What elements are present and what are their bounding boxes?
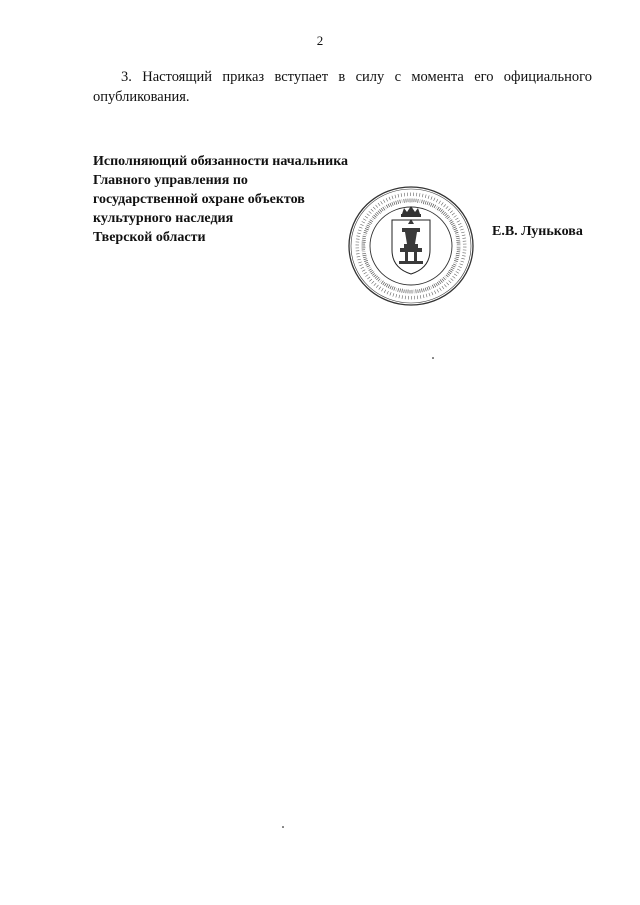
seal-lettering-stroke (460, 264, 463, 265)
seal-lettering-stroke (364, 260, 368, 261)
paragraph-line-1: 3. Настоящий приказ вступает в силу с момента его официального (121, 69, 592, 85)
seal-lettering-stroke (446, 283, 448, 286)
seal-lettering-stroke (398, 288, 399, 291)
seal-lettering-stroke (367, 225, 370, 227)
seal-lettering-stroke (402, 295, 403, 298)
seal-lettering-stroke (378, 203, 380, 206)
seal-lettering-stroke (418, 199, 419, 203)
seal-lettering-stroke (456, 271, 459, 273)
seal-lettering-stroke (445, 213, 448, 215)
seal-lettering-stroke (444, 204, 446, 207)
seal-lettering-stroke (446, 206, 448, 209)
seal-lettering-stroke (437, 207, 439, 210)
seal-lettering-stroke (399, 295, 400, 298)
seal-lettering-stroke (362, 221, 365, 223)
seal-lettering-stroke (364, 230, 367, 231)
seal-lettering-stroke (444, 284, 446, 287)
seal-lettering-stroke (358, 230, 361, 231)
seal-lettering-stroke (455, 232, 458, 233)
seal-lettering-stroke (454, 274, 457, 276)
seal-lettering-stroke (401, 193, 402, 196)
seal-lettering-stroke (420, 289, 421, 293)
seal-lettering-stroke (388, 285, 390, 289)
seal-lettering-stroke (456, 236, 460, 237)
seal-lettering-stroke (387, 291, 389, 294)
seal-lettering-stroke (369, 279, 372, 281)
seal-lettering-stroke (364, 232, 368, 233)
seal-lettering-stroke (440, 209, 442, 212)
scan-speck (432, 357, 434, 359)
seal-lettering-stroke (370, 220, 373, 222)
seal-lettering-stroke (450, 221, 453, 223)
position-line: Главного управления по (93, 173, 248, 188)
seal-lettering-stroke (386, 205, 388, 208)
seal-lettering-stroke (367, 214, 370, 216)
seal-lettering-stroke (379, 209, 381, 212)
seal-lettering-stroke (423, 295, 424, 298)
seal-lettering-stroke (423, 200, 424, 204)
seal-lettering-stroke (425, 288, 426, 291)
seal-lettering-stroke (369, 269, 372, 271)
seal-lettering-stroke (423, 288, 424, 291)
seal-lettering-stroke (374, 215, 377, 217)
seal-lettering-stroke (439, 208, 441, 211)
seal-lettering-stroke (426, 294, 427, 297)
seal-lettering-stroke (376, 205, 378, 208)
seal-lettering-stroke (370, 270, 373, 272)
seal-lettering-stroke (448, 208, 450, 210)
seal-lettering-stroke (442, 211, 445, 214)
seal-lettering-stroke (419, 193, 420, 196)
seal-lettering-stroke (429, 293, 430, 296)
seal-lettering-stroke (454, 230, 457, 231)
seal-lettering-stroke (360, 224, 363, 225)
seal-lettering-stroke (446, 275, 449, 277)
seal-lettering-stroke (459, 226, 462, 227)
seal-lettering-stroke (389, 197, 390, 200)
scan-speck (282, 826, 284, 828)
seal-lettering-stroke (359, 227, 362, 228)
seal-lettering-stroke (451, 267, 454, 269)
seal-lettering-stroke (429, 286, 431, 290)
seal-lettering-stroke (376, 212, 378, 214)
signer-name: Е.В. Лунькова (492, 224, 583, 239)
seal-lettering-stroke (432, 292, 433, 295)
seal-lettering-stroke (364, 259, 368, 260)
position-line: Тверской области (93, 230, 206, 245)
seal-lettering-stroke (395, 195, 396, 198)
seal-lettering-stroke (452, 213, 455, 215)
seal-lettering-stroke (386, 198, 388, 201)
seal-lettering-stroke (462, 235, 465, 236)
seal-lettering-stroke (456, 255, 460, 256)
seal-lettering-stroke (357, 236, 360, 237)
seal-lettering-stroke (432, 204, 434, 207)
seal-lettering-stroke (365, 275, 368, 277)
seal-lettering-stroke (461, 261, 464, 262)
seal-lettering-stroke (386, 284, 388, 287)
seal-lettering-stroke (418, 290, 419, 293)
seal-lettering-stroke (442, 279, 444, 282)
seal-lettering-stroke (357, 259, 360, 260)
seal-lettering-stroke (394, 287, 395, 291)
seal-lettering-stroke (450, 211, 453, 213)
seal-lettering-stroke (445, 215, 448, 218)
seal-lettering-stroke (392, 286, 393, 289)
seal-lettering-stroke (398, 194, 399, 197)
seal-lettering-stroke (361, 267, 364, 268)
seal-lettering-stroke (457, 221, 460, 223)
seal-lettering-stroke (365, 229, 369, 230)
seal-lettering-stroke (378, 211, 381, 214)
seal-lettering-stroke (449, 270, 452, 272)
seal-lettering-stroke (358, 262, 361, 263)
seal-lettering-stroke (427, 287, 428, 291)
seal-lettering-stroke (383, 207, 385, 210)
seal-lettering-stroke (363, 219, 366, 221)
page-number: 2 (316, 33, 324, 48)
seal-lettering-stroke (460, 229, 463, 230)
seal-lettering-stroke (420, 199, 421, 203)
seal-lettering-stroke (431, 197, 432, 200)
seal-lettering-stroke (434, 284, 436, 287)
seal-lettering-stroke (427, 201, 428, 204)
seal-lettering-stroke (362, 270, 365, 272)
seal-lettering-stroke (375, 276, 378, 279)
seal-lettering-stroke (437, 289, 439, 292)
seal-lettering-stroke (379, 287, 381, 290)
seal-lettering-stroke (456, 257, 459, 258)
position-line: государственной охране объектов (93, 192, 305, 207)
seal-lettering-stroke (453, 229, 457, 230)
seal-lettering-stroke (388, 204, 390, 207)
seal-lettering-stroke (453, 264, 456, 265)
seal-lettering-stroke (363, 257, 366, 258)
seal-lettering-stroke (373, 207, 375, 210)
seal-lettering-stroke (441, 202, 443, 205)
seal-lettering-stroke (376, 285, 378, 288)
seal-lettering-stroke (439, 288, 441, 291)
seal-lettering-stroke (390, 286, 391, 289)
seal-lettering-stroke (364, 272, 367, 274)
seal-lettering-stroke (368, 223, 371, 225)
seal-lettering-stroke (439, 201, 441, 204)
body-paragraph (93, 67, 592, 107)
seal-lettering-stroke (372, 281, 374, 283)
seal-lettering-stroke (363, 236, 366, 237)
seal-lettering-stroke (422, 200, 423, 203)
seal-lettering-stroke (400, 200, 401, 204)
seal-lettering-stroke (428, 195, 429, 198)
seal-lettering-stroke (390, 292, 391, 295)
seal-lettering-stroke (443, 212, 446, 215)
seal-lettering-stroke (396, 288, 397, 291)
seal-lettering-stroke (421, 288, 422, 292)
seal-lettering-stroke (456, 240, 460, 241)
seal-lettering-stroke (398, 200, 399, 204)
seal-lettering-stroke (449, 220, 452, 222)
seal-lettering-stroke (357, 233, 360, 234)
seal-lettering-stroke (366, 227, 369, 229)
seal-lettering-stroke (462, 238, 465, 239)
seal-lettering-stroke (457, 269, 460, 271)
seal-lettering-stroke (404, 199, 405, 203)
seal-lettering-stroke (461, 258, 464, 259)
seal-lettering-stroke (381, 201, 383, 204)
seal-lettering-stroke (359, 265, 362, 266)
seal-lettering-stroke (452, 276, 455, 278)
seal-lettering-stroke (447, 273, 450, 275)
seal-lettering-stroke (404, 290, 405, 293)
seal-lettering-stroke (429, 202, 430, 205)
seal-lettering-stroke (455, 259, 459, 260)
seal-lettering-stroke (431, 286, 432, 289)
official-seal-icon (344, 184, 478, 308)
seal-lettering-stroke (430, 203, 432, 207)
seal-lettering-stroke (455, 234, 459, 235)
seal-lettering-stroke (356, 254, 359, 255)
seal-lettering-stroke (454, 215, 457, 217)
seal-lettering-stroke (442, 286, 444, 289)
seal-lettering-stroke (362, 253, 366, 254)
seal-lettering-stroke (451, 278, 454, 280)
seal-lettering-stroke (383, 200, 385, 203)
seal-lettering-stroke (369, 221, 372, 223)
seal-lettering-stroke (372, 273, 375, 275)
seal-lettering-stroke (434, 205, 436, 208)
paragraph-line-2: опубликования. (93, 89, 190, 105)
seal-lettering-stroke (392, 202, 393, 205)
seal-lettering-stroke (381, 208, 383, 211)
seal-lettering-stroke (449, 281, 452, 283)
seal-lettering-stroke (369, 211, 372, 213)
seal-lettering-stroke (394, 201, 395, 204)
seal-lettering-stroke (381, 288, 383, 291)
seal-lettering-stroke (371, 209, 374, 211)
seal-lettering-stroke (365, 262, 368, 263)
seal-lettering-stroke (422, 194, 423, 197)
seal-lettering-stroke (402, 289, 403, 293)
seal-lettering-stroke (456, 253, 460, 254)
seal-lettering-stroke (436, 283, 438, 286)
seal-lettering-stroke (365, 216, 368, 218)
position-line: культурного наследия (93, 211, 234, 226)
seal-lettering-stroke (384, 206, 386, 209)
seal-lettering-stroke (444, 276, 447, 279)
seal-lettering-stroke (456, 238, 459, 239)
seal-lettering-stroke (454, 260, 458, 261)
seal-lettering-stroke (455, 218, 458, 220)
seal-lettering-stroke (384, 290, 386, 293)
seal-lettering-stroke (425, 201, 426, 205)
seal-lettering-stroke (420, 295, 421, 298)
seal-lettering-stroke (363, 255, 367, 256)
seal-lettering-stroke (439, 281, 441, 284)
seal-lettering-stroke (435, 206, 437, 209)
seal-lettering-stroke (432, 285, 434, 288)
seal-lettering-stroke (440, 280, 443, 283)
seal-lettering-stroke (458, 266, 461, 267)
seal-lettering-stroke (376, 277, 379, 280)
seal-lettering-stroke (375, 213, 378, 215)
seal-lettering-stroke (372, 217, 375, 219)
seal-lettering-stroke (448, 272, 451, 274)
seal-lettering-stroke (458, 223, 461, 224)
seal-lettering-stroke (437, 282, 439, 285)
seal-lettering-stroke (392, 196, 393, 199)
seal-lettering-stroke (434, 198, 436, 201)
seal-lettering-stroke (461, 232, 464, 233)
seal-lettering-stroke (452, 265, 456, 267)
seal-lettering-stroke (363, 234, 367, 235)
seal-lettering-stroke (383, 282, 385, 285)
seal-lettering-stroke (425, 195, 426, 198)
seal-lettering-stroke (396, 294, 397, 297)
seal-lettering-stroke (450, 269, 453, 271)
seal-lettering-stroke (393, 293, 394, 296)
seal-lettering-stroke (374, 283, 376, 286)
seal-lettering-stroke (443, 277, 446, 280)
seal-lettering-stroke (368, 267, 372, 269)
seal-lettering-stroke (366, 264, 369, 265)
seal-lettering-stroke (454, 262, 457, 263)
seal-lettering-stroke (357, 256, 360, 257)
seal-lettering-stroke (379, 280, 381, 283)
seal-lettering-stroke (374, 275, 377, 277)
seal-lettering-stroke (451, 223, 454, 225)
seal-lettering-stroke (367, 265, 370, 267)
seal-lettering-stroke (400, 289, 401, 293)
position-line: Исполняющий обязанности начальника (93, 154, 349, 169)
seal-lettering-stroke (447, 217, 450, 219)
seal-lettering-stroke (362, 238, 366, 239)
seal-lettering-stroke (402, 199, 403, 202)
seal-lettering-stroke (462, 256, 465, 257)
seal-lettering-stroke (371, 272, 374, 274)
seal-lettering-stroke (381, 281, 383, 284)
seal-lettering-stroke (367, 277, 370, 279)
seal-lettering-stroke (396, 201, 397, 205)
seal-lettering-stroke (384, 283, 386, 286)
seal-lettering-stroke (378, 279, 380, 282)
seal-lettering-stroke (434, 291, 436, 294)
seal-lettering-stroke (390, 203, 392, 207)
seal-lettering-stroke (436, 199, 438, 202)
seal-lettering-stroke (371, 218, 374, 220)
seal-lettering-stroke (453, 227, 457, 229)
seal-lettering-stroke (448, 218, 451, 220)
seal-lettering-stroke (452, 225, 455, 227)
